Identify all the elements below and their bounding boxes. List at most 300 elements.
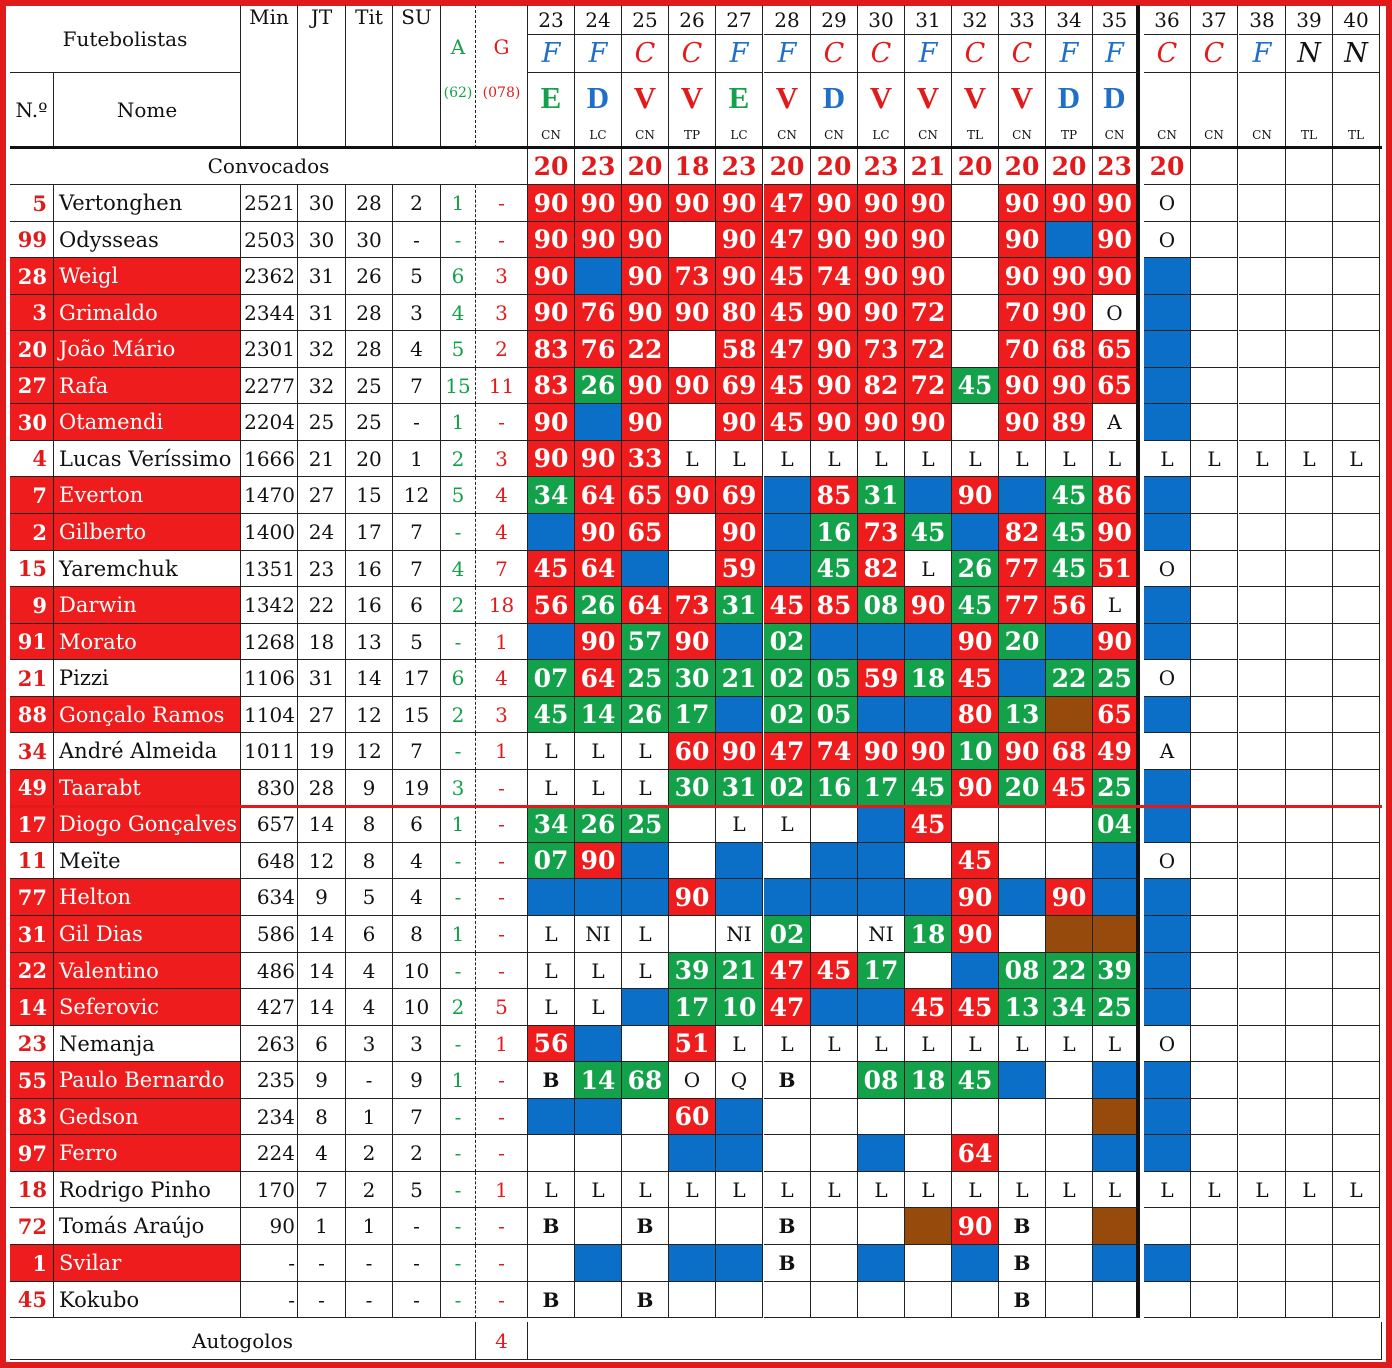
- player-name: Darwin: [54, 587, 241, 624]
- game-cell-value: 26: [580, 371, 616, 400]
- game-cell: [952, 1282, 999, 1318]
- game-cell: [1144, 477, 1191, 514]
- player-goals: -: [476, 953, 528, 989]
- round-result: E: [528, 73, 575, 123]
- game-cell: [858, 1135, 905, 1172]
- game-cell: [575, 477, 622, 514]
- game-cell: [1046, 441, 1093, 477]
- game-cell: [1093, 1062, 1140, 1099]
- round-called-count: 20: [764, 148, 811, 185]
- game-cell: [669, 989, 716, 1026]
- game-cell-value: 90: [957, 480, 993, 510]
- game-cell: [716, 404, 763, 441]
- game-cell-value: 72: [910, 371, 946, 400]
- game-cell: [575, 514, 622, 551]
- game-cell-value: 31: [863, 480, 899, 510]
- game-cell-value: NI: [868, 922, 894, 946]
- player-sub-appearances: 10: [393, 953, 441, 989]
- player-starts: 13: [346, 624, 393, 660]
- game-cell: [764, 1099, 811, 1135]
- game-cell: [528, 1135, 575, 1172]
- player-starts: 1: [346, 1208, 393, 1245]
- game-cell: [764, 514, 811, 551]
- game-cell: [1191, 989, 1238, 1026]
- game-cell: [622, 733, 669, 770]
- game-cell: [858, 660, 905, 697]
- game-cell: [1333, 806, 1380, 843]
- game-cell: [575, 733, 622, 770]
- game-cell: [1093, 624, 1140, 660]
- game-cell: [669, 441, 716, 477]
- game-cell-value: 72: [910, 298, 946, 327]
- player-name: Gedson: [54, 1099, 241, 1135]
- player-games-played: 31: [298, 660, 346, 697]
- game-cell: [1333, 1026, 1380, 1062]
- game-cell-value: 90: [721, 517, 757, 547]
- game-cell-value: L: [1255, 1177, 1269, 1202]
- game-cell-value: 64: [627, 590, 663, 620]
- game-cell: [575, 185, 622, 222]
- game-cell-value: 82: [863, 554, 899, 583]
- player-number: 72: [10, 1208, 54, 1245]
- round-venue: F: [905, 35, 952, 73]
- game-cell-value: 90: [863, 407, 899, 437]
- game-cell: [811, 806, 858, 843]
- game-cell: [952, 551, 999, 587]
- game-cell: [811, 989, 858, 1026]
- game-cell-value: 39: [674, 956, 710, 985]
- game-cell-value: B: [778, 1214, 796, 1238]
- game-cell: [811, 295, 858, 331]
- game-cell: [905, 806, 952, 843]
- game-cell: [1191, 295, 1238, 331]
- game-cell: [858, 989, 905, 1026]
- game-cell: [1046, 697, 1093, 733]
- game-cell-value: 90: [580, 846, 616, 875]
- game-cell-value: L: [732, 446, 746, 471]
- game-cell: [669, 1062, 716, 1099]
- game-cell-value: 45: [910, 992, 946, 1022]
- game-cell: [575, 660, 622, 697]
- round-competition: CN: [999, 123, 1046, 148]
- game-cell: [1046, 331, 1093, 368]
- game-cell: [1239, 1208, 1286, 1245]
- game-cell: [858, 477, 905, 514]
- player-games-played: 32: [298, 368, 346, 404]
- game-cell-value: 22: [1051, 956, 1087, 985]
- game-cell: [1144, 1172, 1191, 1208]
- player-minutes: 1342: [241, 587, 298, 624]
- round-called-count: 23: [716, 148, 763, 185]
- game-cell-value: L: [780, 1177, 794, 1202]
- player-number: 20: [10, 331, 54, 368]
- player-name: Nemanja: [54, 1026, 241, 1062]
- game-cell: [716, 477, 763, 514]
- game-cell: [1093, 1026, 1140, 1062]
- game-cell-value: O: [1158, 666, 1176, 690]
- game-cell: [1239, 185, 1286, 222]
- game-cell: [528, 514, 575, 551]
- player-goals: 2: [476, 331, 528, 368]
- convocados-label: Convocados: [10, 148, 528, 185]
- game-cell: [622, 660, 669, 697]
- player-starts: 12: [346, 733, 393, 770]
- player-sub-appearances: 17: [393, 660, 441, 697]
- round-result: D: [1046, 73, 1093, 123]
- game-cell: [528, 624, 575, 660]
- game-cell: [999, 806, 1046, 843]
- game-cell-value: L: [780, 446, 794, 471]
- game-cell: [575, 404, 622, 441]
- game-cell-value: 39: [1097, 956, 1132, 985]
- player-minutes: 1400: [241, 514, 298, 551]
- game-cell: [1093, 295, 1140, 331]
- game-cell: [1333, 404, 1380, 441]
- game-cell: [1239, 879, 1286, 916]
- game-cell-value: 90: [1004, 371, 1040, 400]
- player-minutes: 2204: [241, 404, 298, 441]
- game-cell: [1144, 953, 1191, 989]
- game-cell: [1093, 1245, 1140, 1282]
- game-cell: [1093, 258, 1140, 295]
- game-cell: [1286, 989, 1333, 1026]
- game-cell: [1239, 1245, 1286, 1282]
- player-starts: 16: [346, 551, 393, 587]
- game-cell: [764, 660, 811, 697]
- player-number: 1: [10, 1245, 54, 1282]
- game-cell: [1046, 258, 1093, 295]
- game-cell-value: 25: [1097, 663, 1132, 693]
- game-cell: [999, 222, 1046, 258]
- player-minutes: 234: [241, 1099, 298, 1135]
- game-cell: [1239, 551, 1286, 587]
- round-competition: TL: [952, 123, 999, 148]
- game-cell: [858, 1172, 905, 1208]
- player-starts: -: [346, 1245, 393, 1282]
- player-assists: 1: [441, 404, 476, 441]
- round-called-count: 21: [905, 148, 952, 185]
- game-cell-value: L: [732, 1031, 746, 1056]
- game-cell-value: 16: [816, 517, 852, 547]
- game-cell: [952, 770, 999, 806]
- game-cell: [1046, 733, 1093, 770]
- round-called-count: 23: [858, 148, 905, 185]
- game-cell: [528, 660, 575, 697]
- player-sub-appearances: 2: [393, 1135, 441, 1172]
- game-cell-value: 90: [1004, 225, 1040, 254]
- game-cell: [1144, 1282, 1191, 1318]
- player-sub-appearances: 5: [393, 258, 441, 295]
- game-cell-value: L: [1349, 446, 1363, 471]
- game-cell: [1093, 843, 1140, 879]
- game-cell-value: B: [542, 1068, 560, 1092]
- game-cell: [575, 441, 622, 477]
- game-cell-value: 13: [1004, 700, 1040, 729]
- game-cell-value: 90: [863, 736, 899, 766]
- player-starts: 4: [346, 953, 393, 989]
- round-competition: CN: [1191, 123, 1238, 148]
- game-cell: [622, 1026, 669, 1062]
- game-cell: [1286, 953, 1333, 989]
- round-number: 26: [669, 5, 716, 35]
- game-cell-value: B: [542, 1214, 560, 1238]
- game-cell: [528, 953, 575, 989]
- game-cell: [905, 441, 952, 477]
- game-cell: [811, 916, 858, 953]
- player-assists: 2: [441, 697, 476, 733]
- player-minutes: 830: [241, 770, 298, 806]
- game-cell: [905, 1062, 952, 1099]
- game-cell-value: 45: [957, 992, 993, 1022]
- game-cell: [669, 624, 716, 660]
- game-cell: [528, 843, 575, 879]
- game-cell: [716, 441, 763, 477]
- game-cell-value: 02: [769, 773, 805, 802]
- header-a-label: A: [450, 35, 466, 59]
- player-sub-appearances: 4: [393, 843, 441, 879]
- player-sub-appearances: 5: [393, 624, 441, 660]
- player-name: Seferovic: [54, 989, 241, 1026]
- player-minutes: 634: [241, 879, 298, 916]
- game-cell: [1333, 441, 1380, 477]
- player-minutes: 235: [241, 1062, 298, 1099]
- game-cell: [575, 587, 622, 624]
- game-cell: [1239, 1099, 1286, 1135]
- game-cell: [528, 551, 575, 587]
- game-cell-value: 77: [1004, 554, 1040, 583]
- game-cell: [1144, 441, 1191, 477]
- game-cell: [1093, 660, 1140, 697]
- player-starts: 5: [346, 879, 393, 916]
- game-cell: [1191, 258, 1238, 295]
- player-starts: 1: [346, 1099, 393, 1135]
- game-cell: [764, 1245, 811, 1282]
- game-cell: [811, 1282, 858, 1318]
- game-cell: [1191, 331, 1238, 368]
- game-cell-value: 83: [533, 334, 569, 364]
- game-cell: [1144, 697, 1191, 733]
- player-sub-appearances: 7: [393, 733, 441, 770]
- game-cell: [1286, 697, 1333, 733]
- player-sub-appearances: 3: [393, 1026, 441, 1062]
- game-cell-value: 90: [627, 225, 663, 254]
- game-cell-value: A: [1159, 739, 1175, 763]
- game-cell-value: 10: [957, 736, 993, 766]
- game-cell: [1046, 587, 1093, 624]
- game-cell-value: 90: [674, 480, 710, 510]
- game-cell: [528, 697, 575, 733]
- player-goals: -: [476, 879, 528, 916]
- game-cell-value: 65: [627, 480, 663, 510]
- game-cell-value: 80: [957, 700, 993, 729]
- game-cell: [858, 587, 905, 624]
- autogolos-label: Autogolos: [10, 1322, 476, 1360]
- player-sub-appearances: 1: [393, 441, 441, 477]
- game-cell-value: L: [544, 958, 558, 983]
- game-cell-value: 70: [1004, 298, 1040, 327]
- game-cell: [1333, 660, 1380, 697]
- player-assists: 1: [441, 916, 476, 953]
- game-cell: [1191, 477, 1238, 514]
- game-cell-value: 60: [674, 736, 710, 766]
- game-cell-value: O: [1158, 556, 1176, 581]
- game-cell-value: 02: [769, 700, 805, 729]
- game-cell: [669, 1282, 716, 1318]
- game-cell: [1333, 1208, 1380, 1245]
- player-minutes: 586: [241, 916, 298, 953]
- game-cell: [858, 770, 905, 806]
- game-cell-value: 90: [1051, 298, 1087, 327]
- game-cell: [622, 770, 669, 806]
- game-cell-value: L: [968, 1031, 982, 1056]
- header-divider: [10, 146, 1382, 149]
- game-cell-value: L: [544, 995, 558, 1019]
- game-cell: [858, 843, 905, 879]
- game-cell-value: L: [1255, 446, 1269, 471]
- game-cell: [716, 770, 763, 806]
- round-called-count: 20: [528, 148, 575, 185]
- game-cell-value: 13: [1004, 992, 1040, 1022]
- game-cell: [1144, 1062, 1191, 1099]
- game-cell: [811, 477, 858, 514]
- player-goals: 11: [476, 368, 528, 404]
- player-starts: 16: [346, 587, 393, 624]
- game-cell: [999, 770, 1046, 806]
- game-cell: [1093, 514, 1140, 551]
- round-called-count: 20: [952, 148, 999, 185]
- player-assists: 3: [441, 770, 476, 806]
- game-cell-value: L: [1062, 1031, 1076, 1056]
- game-cell: [1046, 879, 1093, 916]
- game-cell: [952, 331, 999, 368]
- game-cell-value: 56: [533, 1029, 569, 1058]
- game-cell: [764, 843, 811, 879]
- game-cell: [528, 806, 575, 843]
- game-cell: [1191, 222, 1238, 258]
- game-cell-value: 85: [816, 480, 852, 510]
- player-goals: 1: [476, 624, 528, 660]
- header-a-column: [441, 5, 476, 148]
- game-cell-value: 45: [816, 956, 852, 985]
- player-games-played: 31: [298, 295, 346, 331]
- game-cell: [622, 368, 669, 404]
- game-cell: [1191, 624, 1238, 660]
- round-number: 37: [1191, 5, 1238, 35]
- game-cell: [1093, 953, 1140, 989]
- player-starts: 8: [346, 843, 393, 879]
- game-cell-value: L: [780, 1031, 794, 1056]
- game-cell: [952, 1172, 999, 1208]
- player-starts: 15: [346, 477, 393, 514]
- game-cell: [858, 806, 905, 843]
- game-cell-value: 90: [580, 517, 616, 547]
- game-cell-value: 45: [957, 590, 993, 620]
- game-cell: [811, 258, 858, 295]
- game-cell: [1239, 258, 1286, 295]
- game-cell-value: 90: [957, 919, 993, 949]
- player-number: 9: [10, 587, 54, 624]
- game-cell: [1046, 1245, 1093, 1282]
- game-cell: [1286, 331, 1333, 368]
- game-cell-value: 90: [816, 188, 852, 218]
- game-cell: [575, 368, 622, 404]
- game-cell-value: L: [591, 775, 605, 800]
- game-cell: [575, 331, 622, 368]
- game-cell: [669, 477, 716, 514]
- player-games-played: 25: [298, 404, 346, 441]
- game-cell: [1144, 514, 1191, 551]
- game-cell-value: L: [874, 1177, 888, 1202]
- game-cell-value: 25: [1097, 773, 1132, 802]
- game-cell: [1093, 916, 1140, 953]
- player-goals: -: [476, 770, 528, 806]
- game-cell: [716, 331, 763, 368]
- game-cell-value: 90: [580, 225, 616, 254]
- game-cell-value: L: [780, 812, 794, 836]
- game-cell: [858, 1026, 905, 1062]
- game-cell: [716, 551, 763, 587]
- game-cell-value: NI: [585, 922, 611, 946]
- game-cell: [1333, 222, 1380, 258]
- game-cell-value: 59: [721, 554, 757, 583]
- game-cell-value: 30: [674, 663, 710, 693]
- game-cell: [1286, 551, 1333, 587]
- game-cell-value: 45: [769, 371, 805, 400]
- game-cell: [1144, 806, 1191, 843]
- game-cell-value: 90: [1097, 225, 1132, 254]
- game-cell: [999, 1099, 1046, 1135]
- player-name: Pizzi: [54, 660, 241, 697]
- game-cell: [811, 733, 858, 770]
- game-cell-value: L: [638, 1177, 652, 1202]
- player-games-played: 24: [298, 514, 346, 551]
- game-cell: [622, 624, 669, 660]
- game-cell-value: 90: [910, 261, 946, 291]
- game-cell: [622, 1135, 669, 1172]
- game-cell: [716, 1172, 763, 1208]
- game-cell: [858, 331, 905, 368]
- game-cell-value: 45: [533, 700, 569, 729]
- game-cell: [999, 989, 1046, 1026]
- game-cell: [1046, 989, 1093, 1026]
- game-cell: [952, 222, 999, 258]
- player-number: 4: [10, 441, 54, 477]
- game-cell: [811, 1245, 858, 1282]
- game-cell-value: 90: [910, 407, 946, 437]
- game-cell: [1333, 551, 1380, 587]
- game-cell: [528, 331, 575, 368]
- game-cell: [858, 258, 905, 295]
- game-cell: [905, 295, 952, 331]
- game-cell-value: 45: [533, 554, 569, 583]
- player-goals: -: [476, 916, 528, 953]
- game-cell-value: 18: [910, 663, 946, 693]
- game-cell-value: 69: [721, 371, 757, 400]
- round-result: V: [669, 73, 716, 123]
- player-goals: 3: [476, 441, 528, 477]
- player-starts: 2: [346, 1172, 393, 1208]
- game-cell: [999, 185, 1046, 222]
- game-cell: [1286, 295, 1333, 331]
- game-cell: [528, 404, 575, 441]
- game-cell-value: 90: [533, 444, 569, 473]
- game-cell-value: 47: [769, 225, 805, 254]
- autogolos-value: 4: [476, 1322, 528, 1360]
- player-assists: 4: [441, 551, 476, 587]
- game-cell: [1191, 1245, 1238, 1282]
- game-cell-value: 90: [816, 225, 852, 254]
- game-cell: [905, 1172, 952, 1208]
